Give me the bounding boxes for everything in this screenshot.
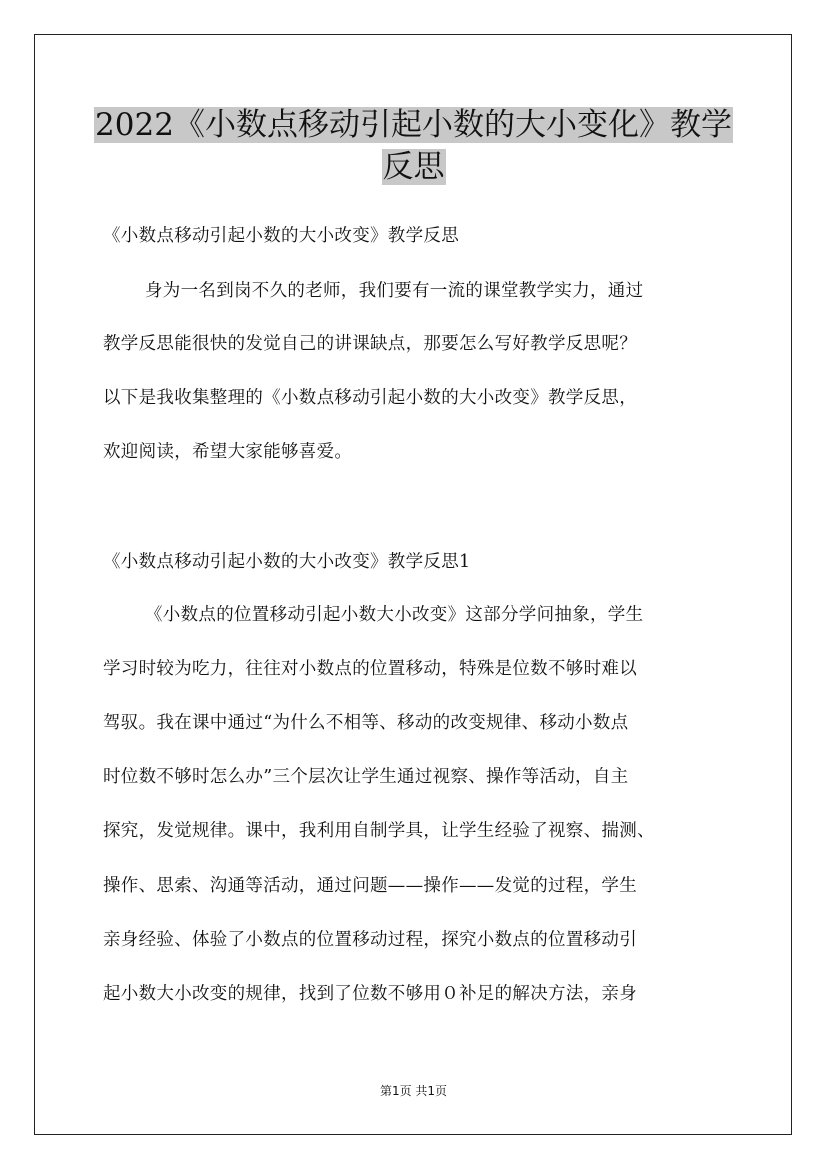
intro-line: 教学反思能很快的发觉自己的讲课缺点，那要怎么写好教学反思呢？ — [103, 334, 637, 354]
intro-line: 欢迎阅读，希望大家能够喜爱。 — [103, 442, 353, 462]
body-line: 亲身经验、体验了小数点的位置移动过程，探究小数点的位置移动引 — [103, 930, 637, 950]
body-line: 时位数不够时怎么办”三个层次让学生通过视察、操作等活动，自主 — [103, 767, 629, 787]
page-footer: 第1页 共1页 — [379, 1084, 448, 1098]
intro-line: 身为一名到岗不久的老师，我们要有一流的课堂教学实力，通过 — [145, 281, 644, 301]
section-heading-1: 《小数点移动引起小数的大小改变》教学反思1 — [103, 552, 471, 572]
body-line: 学习时较为吃力，往往对小数点的位置移动，特殊是位数不够时难以 — [103, 659, 637, 679]
page-border — [34, 34, 792, 1135]
document-title-line-2: 反思 — [382, 149, 445, 185]
body-line: 起小数大小改变的规律，找到了位数不够用０补足的解决方法，亲身 — [103, 984, 637, 1004]
section-heading-intro: 《小数点移动引起小数的大小改变》教学反思 — [103, 226, 459, 246]
body-line: 《小数点的位置移动引起小数大小改变》这部分学问抽象，学生 — [145, 605, 644, 625]
body-line: 操作、思索、沟通等活动，通过问题——操作——发觉的过程，学生 — [103, 876, 637, 896]
intro-line: 以下是我收集整理的《小数点移动引起小数的大小改变》教学反思， — [103, 388, 637, 408]
body-line: 探究，发觉规律。课中，我利用自制学具，让学生经验了视察、揣测、 — [103, 821, 655, 841]
body-line: 驾驭。我在课中通过“为什么不相等、移动的改变规律、移动小数点 — [103, 713, 629, 733]
document-title-line-1: 2022《小数点移动引起小数的大小变化》教学 — [95, 107, 732, 143]
